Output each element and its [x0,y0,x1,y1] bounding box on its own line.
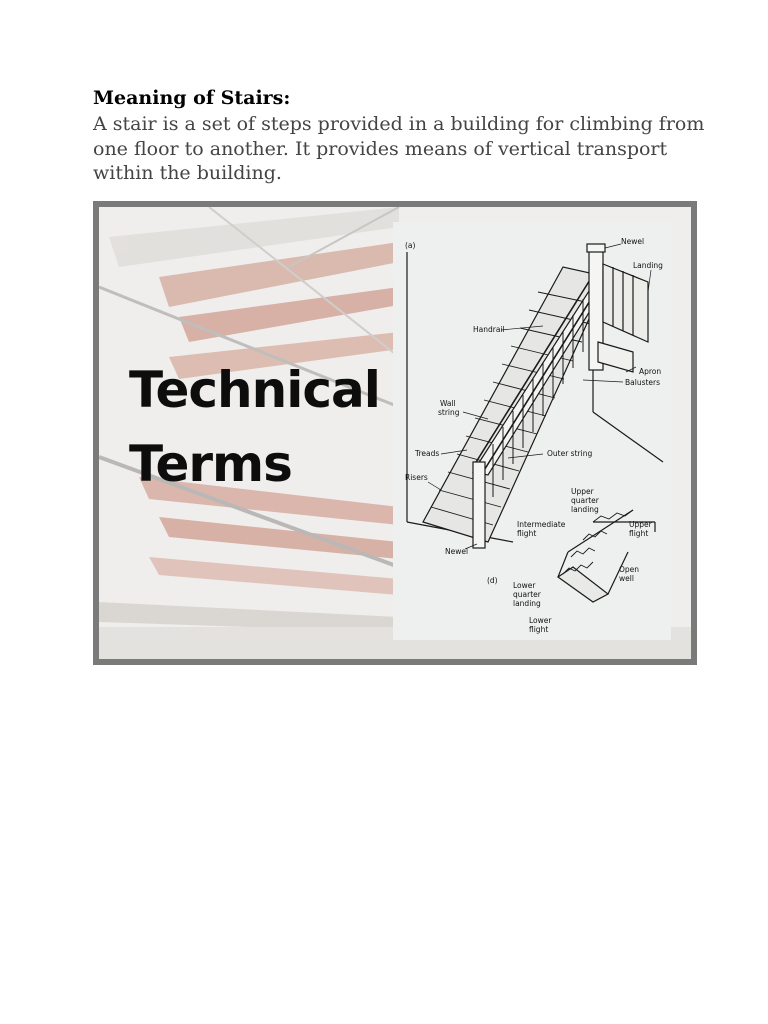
label-lower-quarter-3: landing [513,599,541,608]
label-upper-flight-1: Upper [629,520,652,529]
label-lower-flight-2: flight [529,625,549,634]
label-upper-quarter-3: landing [571,505,599,514]
label-upper-quarter-2: quarter [571,496,599,505]
technical-terms-figure [93,201,697,665]
label-apron: Apron [639,367,662,376]
label-wall-string-2: string [438,408,460,417]
label-intermediate-1: Intermediate [517,520,566,529]
label-newel-top: Newel [621,237,645,246]
label-handrail: Handrail [473,325,505,334]
stair-diagram [393,222,671,640]
label-a: (a) [405,241,416,250]
label-newel-bottom: Newel [445,547,469,556]
label-lower-flight-1: Lower [529,616,552,625]
document-heading: Meaning of Stairs: [93,87,291,109]
label-treads: Treads [415,449,440,458]
label-d: (d) [487,576,498,585]
label-wall-string-1: Wall [440,399,456,408]
title-line-1: Technical [129,361,380,419]
label-open-well-1: Open [619,565,640,574]
title-line-2: Terms [129,435,292,493]
label-lower-quarter-2: quarter [513,590,541,599]
label-balusters: Balusters [625,378,661,387]
label-upper-flight-2: flight [629,529,649,538]
label-lower-quarter-1: Lower [513,581,536,590]
technical-terms-title [129,353,380,501]
label-outer-string: Outer string [547,449,593,458]
document-paragraph: A stair is a set of steps provided in a building for climbing from one floor to another. It provides means of vertical transport within the building. [93,113,705,184]
label-upper-quarter-1: Upper [571,487,594,496]
figure-background [99,207,691,659]
label-landing: Landing [633,261,663,270]
label-intermediate-2: flight [517,529,537,538]
label-open-well-2: well [619,574,634,583]
label-risers: Risers [405,473,428,482]
